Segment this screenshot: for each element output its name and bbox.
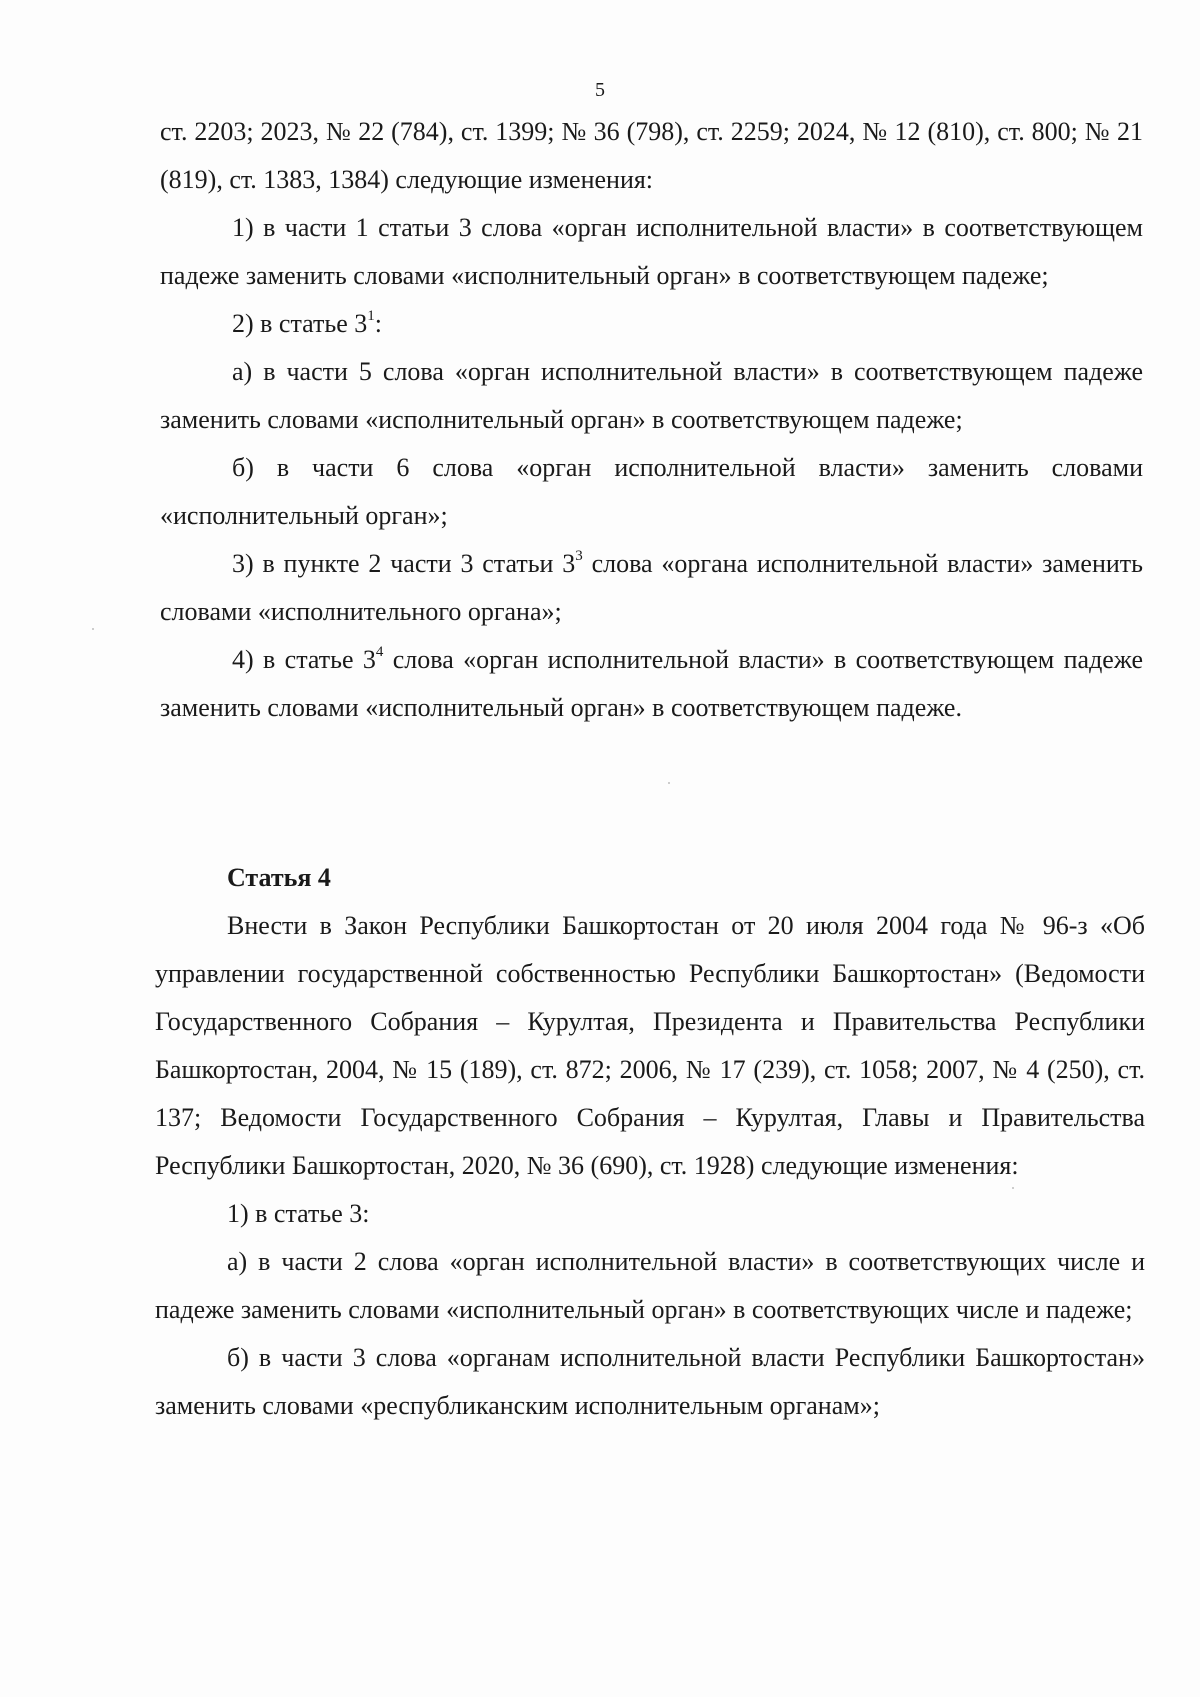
article-4-subitem-b: б) в части 3 слова «органам исполнительной власти Республики Башкортостан» заменить словами «республиканским исполнительным органам»; [155,1343,1145,1420]
amendment-item-3-tail: слова «органа исполнительной власти» заменить словами «исполнительного органа»; [160,549,1144,626]
superscript: 4 [375,644,384,661]
article-4-intro: Внести в Закон Республики Башкортостан от 20 июля 2004 года № 96-з «Об управлении государственной собственностью Республики Башкортостан» (Ведомости Государственного Собрания – Курултая, Президента и Правительства Республики Башкортостан, 2004, № 15 (189), ст. 872; 2006, № 17 (239), ст. 1058; 2007, № 4 (250), ст. 137; Ведомости Государственного Собрания – Курултая, Главы и Правительства Республики Башкортостан, 2020, № 36 (690), ст. 1928) следующие изменения: [155,911,1145,1180]
article-heading: Статья 4 [227,863,331,892]
amendment-subitem-a: а) в части 5 слова «орган исполнительной власти» в соответствующем падеже заменить словами «исполнительный орган» в соответствующем падеже; [160,357,1143,434]
amendments-block [160,108,1143,732]
scan-speck [1012,1187,1014,1189]
page-number: 5 [595,79,605,101]
superscript: 1 [367,308,375,325]
amendment-item-2-tail: : [374,309,383,338]
scan-speck [92,628,94,630]
amendment-item-3-text: 3) в пункте 2 части 3 статьи 3 [232,549,576,578]
amendment-item-2-text: 2) в статье 3 [232,309,368,338]
amendment-item-3 [160,540,1143,636]
article-4-item-1: 1) в статье 3: [227,1199,370,1228]
amendment-item-4-tail: слова «орган исполнительной власти» в соответствующем падеже заменить словами «исполнительный орган» в соответствующем падеже. [160,645,1144,722]
amendment-item-4 [160,636,1143,732]
article-4-section [155,854,1145,1430]
superscript: 3 [575,548,583,565]
amendment-item-2 [160,300,1143,348]
amendment-subitem-b: б) в части 6 слова «орган исполнительной власти» заменить словами «исполнительный орган»; [160,453,1143,530]
article-4-subitem-a: а) в части 2 слова «орган исполнительной власти» в соответствующих числе и падеже заменить словами «исполнительный орган» в соответствующих числе и падеже; [155,1247,1145,1324]
paragraph-continuation: ст. 2203; 2023, № 22 (784), ст. 1399; № 36 (798), ст. 2259; 2024, № 12 (810), ст. 800; № 21 (819), ст. 1383, 1384) следующие изменения: [160,117,1143,194]
amendment-item-4-text: 4) в статье 3 [232,645,376,674]
amendment-item-1: 1) в части 1 статьи 3 слова «орган исполнительной власти» в соответствующем падеже заменить словами «исполнительный орган» в соответствующем падеже; [160,213,1143,290]
scan-speck [668,782,670,784]
